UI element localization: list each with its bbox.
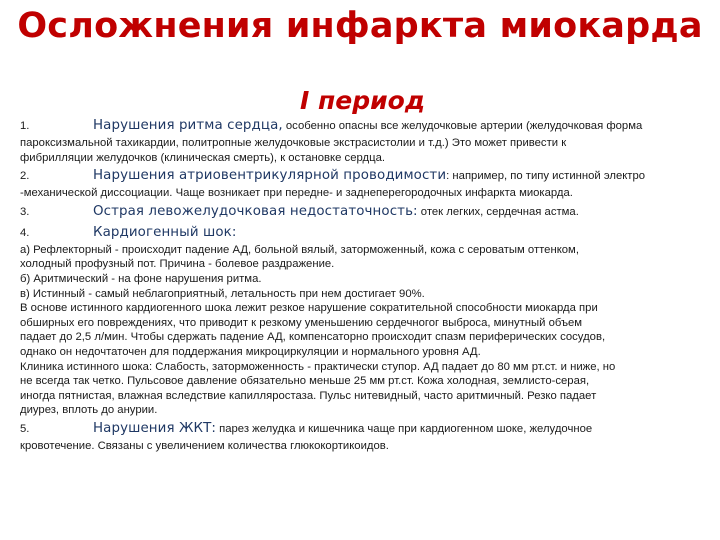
item-text-line: фибрилляции желудочков (клиническая смерть), к остановке сердца.: [20, 151, 385, 164]
item-header: [20, 205, 712, 222]
item-description: : например, по типу истинной электро: [446, 170, 646, 183]
item-heading: Острая левожелудочковая недостаточность:: [93, 203, 418, 219]
item-text-line: а) Рефлекторный - происходит падение АД, больной вялый, заторможенный, кожа с сероватым оттенком,: [20, 243, 579, 256]
item-text-line: -механической диссоциации. Чаще возникает при передне- и заднеперегородочных инфаркта миокарда.: [20, 187, 573, 200]
item-header: [20, 422, 712, 439]
item-text-line: обширных его повреждениях, что приводит к резкому уменьшению сердечногог выброса, минутный объем: [20, 316, 583, 329]
item-text-line: однако он недочтаточен для поддержания микроциркуляции и нормального уровня АД.: [20, 345, 481, 358]
item-heading: Нарушения атриовентрикулярной проводимости: [93, 168, 447, 184]
slide-content: [20, 119, 712, 454]
item-text-line: пароксизмальной тахикардии, политропные желудочковые экстрасистолии и т.д.) Это может привести к: [20, 137, 567, 149]
complication-item-4: [20, 226, 712, 418]
item-number: 4.: [20, 226, 30, 239]
complication-item-3: [20, 205, 712, 222]
slide-title: Осложнения инфаркта миокарда: [17, 6, 703, 46]
item-text-line: В основе истинного кардиогенного шока лежит резкое нарушение сократительной способности миокарда при: [20, 302, 598, 315]
item-heading: Нарушения ритма сердца,: [93, 118, 283, 133]
item-header: [20, 226, 712, 243]
item-description: отек легких, сердечная астма.: [417, 205, 579, 218]
complication-item-2: [20, 169, 712, 201]
item-description: особенно опасны все желудочковые артерии (желудочковая форма: [282, 120, 643, 132]
item-text-line: падает до 2,5 л/мин. Чтобы сдержать падение АД, компенсаторно происходит спазм периферических сосудов,: [20, 331, 606, 344]
complication-item-5: [20, 422, 712, 454]
item-number: 5.: [20, 422, 30, 435]
item-text-line: в) Истинный - самый неблагоприятный, летальность при нем достигает 90%.: [20, 287, 425, 300]
complication-item-1: [20, 119, 712, 165]
item-header: [20, 169, 712, 186]
item-text-line: не всегда так четко. Пульсовое давление обязательно меньше 25 мм рт.ст. Кожа холодная, землисто-серая,: [20, 375, 590, 388]
item-text-line: кровотечение. Связаны с увеличением количества глюкокортикоидов.: [20, 439, 389, 452]
item-header: [20, 119, 712, 136]
item-text-line: диурез, вплоть до анурии.: [20, 404, 158, 417]
item-heading: Нарушения ЖКТ:: [93, 420, 216, 436]
item-text-line: Клиника истинного шока: Слабость, заторможенность - практически ступор. АД падает до 80 мм рт.ст. и ниже, но: [20, 360, 616, 373]
period-heading: I период: [300, 86, 426, 115]
item-number: 2.: [20, 170, 30, 183]
item-text-line: иногда пятнистая, влажная вследствие капилляростаза. Пульс нитевидный, часто аритмичный. Резко падает: [20, 389, 597, 402]
item-number: 1.: [20, 120, 30, 132]
item-heading: Кардиогенный шок:: [93, 224, 237, 240]
item-text-line: холодный профузный пот. Причина - болевое раздражение.: [20, 258, 335, 271]
item-text-line: б) Аритмический - на фоне нарушения ритма.: [20, 272, 262, 285]
item-description: парез желудка и кишечника чаще при кардиогенном шоке, желудочное: [215, 422, 593, 435]
item-number: 3.: [20, 205, 30, 218]
